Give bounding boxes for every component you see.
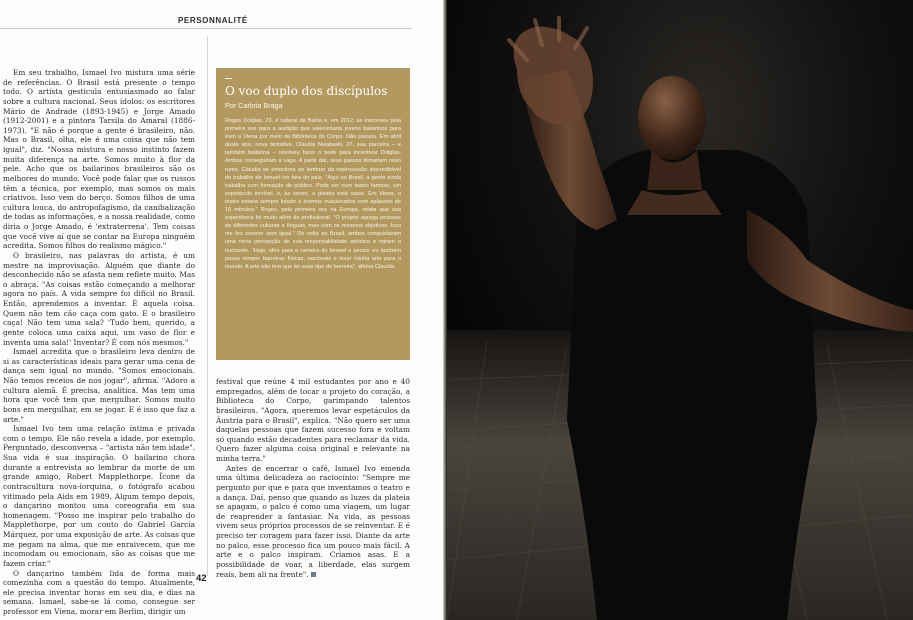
article-paragraph: Ismael Ivo tem uma relação íntima e privada com o tempo. Ele não revela a idade, por exemplo. Perguntado, desconversa – "artista não tem idade". Sua vida é sua inspiração. O bailarino chora durante a entrevista ao lembrar da morte de um grande amigo, Robert Mapplethorpe. Ícone da contracultura nova-iorquina, o fotógrafo acabou vitimado pela Aids em 1989. Algum tempo depois, o dançarino montou uma coreografia em sua homenagem. "Posso me inspirar pelo trabalho do Mapplethorpe, por um conto do Gabriel García Márquez, por uma exposição de arte. As coisas que me pegam na alma, que me enraivecem, que me incomodam ou emocionam, são as coisas que me fazem criar." bbox=[3, 424, 195, 568]
article-paragraph-text: Antes de encerrar o café, Ismael Ivo emenda uma última delicadeza ao raciocínio: "Sempre me pergunto por que e para que inventamos o teatro e a dança. Daí, penso que quando as luzes da plateia se apagam, o palco é como uma viagem, um lugar de reaprender a fantasiar. Na vida, as pessoas vivem seus próprios processos de se reinventar. E é preciso ter coragem para fazer isso. Diante da arte no palco, esse processo fica um pouco mais fácil. A arte e o palco inspiram. Criamos asas. E a possibilidade de voar, a liberdade, elas surgem reais, bem ali na frente". bbox=[216, 463, 410, 579]
article-paragraph: festival que reúne 4 mil estudantes por ano e 40 empregados, além de tocar o projeto do coração, a Biblioteca do Corpo, garimpando talentos brasileiros. "Agora, queremos levar espetáculos da Áustria para o Brasil", explica. "Não quero ser uma daquelas pessoas que fazem sucesso fora e voltam só quando estão decadentes para reclamar da vida. Quero fazer alguma coisa original e relevante na minha terra." bbox=[216, 377, 410, 463]
section-header: PERSONNALITÉ bbox=[178, 16, 248, 25]
left-page bbox=[0, 0, 443, 620]
sidebar-author: Por Carlota Braga bbox=[225, 101, 283, 110]
dancer-head bbox=[638, 76, 706, 160]
sidebar-title: O voo duplo dos discípulos bbox=[225, 84, 388, 98]
article-paragraph: O dançarino também lida de forma mais comezinha com a questão do tempo. Atualmente, ele precisa inventar horas em seu dia, e dias na semana. Ismael, sabe-se lá como, consegue ser professor em Viena, morar em Berlim, dirigir um bbox=[3, 568, 195, 616]
main-article-column bbox=[3, 68, 195, 617]
dancer-photo-illustration bbox=[447, 0, 913, 620]
article-paragraph: Em seu trabalho, Ismael Ivo mistura uma série de referências. O Brasil está presente o tempo todo. O artista gesticula entusiasmado ao falar sobre a cultura nacional. Seus ídolos: os escritores Mário de Andrade (1893-1945) e Jorge Amado (1912-2001) e a pintora Tarsila do Amaral (1886-1973). "E não é porque a gente é brasileiro, não. Mas o Brasil, olha, ele é uma coisa que não tem igual", diz. "Nossa mistura e nosso instinto fazem muita diferença na arte. Somos muito à flor da pele. Acho que os bailarinos brasileiros são os melhores do mundo. Você pode falar que os russos têm a técnica, por exemplo, mas somos os mais criativos. Isso vem do berço. Somos filhos de uma cultura louca, do antropofagismo, da canibalização de todas as informações, e a nossa realidade, como diria o Jorge Amado, é 'extraterrena'. Tem coisas que você vive aí que se contar na Europa ninguém acredita. Somos filhos do realismo mágico." bbox=[3, 68, 195, 251]
page-number: 42 bbox=[196, 573, 207, 584]
sidebar-box bbox=[216, 68, 410, 360]
sidebar-text: Roges Dolglas, 23, é natural da Bahia e, em 2012, se inscreveu pela primeira vez para a audição que selecionaria jovens bailarinos para irem a Viena por meio da Biblioteca do Corpo. Não passou. Em abril deste ano, nova tentativa. Claudia Nwabasili, 27, sua parceira – e também bailarina – resolveu fazer o teste para incentivar Dolglas. Ambos conseguiram a vaga. A partir daí, seus passos tomariam novo rumo. Claudia se emociona ao lembrar da repercussão inacreditável do trabalho de Ismael Ivo fora do país. "Aqui no Brasil, a gente ainda trabalha com formação de público. Pode ser num teatro famoso, um espetáculo incrível, e, às vezes, a plateia está vazia. Em Viena, o teatro estava sempre lotado e éramos ovacionados com aplausos de 10 minutos." Roges, pela primeira vez na Europa, relata que sua experiência foi muito além do profissional. "O projeto agrega pessoas de diferentes culturas e línguas, mas com os mesmos objetivos. Isso me fez crescer sem igual." De volta ao Brasil, ambos conquistaram uma nova percepção de sua responsabilidade artística e miram o horizonte. "Hoje, olho para a carreira do Ismael e penso: eu também posso romper barreiras físicas, nacionais e levar minha arte para o mundo. A arte não tem que ter esse tipo de barreira", afirma Claudia. bbox=[225, 118, 401, 270]
column-divider bbox=[207, 36, 208, 576]
box-dash-ornament bbox=[225, 78, 232, 79]
second-article-column bbox=[216, 377, 410, 579]
header-rule bbox=[0, 28, 412, 29]
article-paragraph: Ismael acredita que o brasileiro leva dentro de si as características ideais para gerar uma cena de dança sem igual no mundo. "Somos emocionais. Não temos receios de nos jogar", afirma. "Adoro a cultura alemã. É precisa, analítica. Mas tem uma hora que você tem que mergulhar. Somos muito bons em mergulhar, em se jogar. E é isso que faz a arte." bbox=[3, 347, 195, 424]
end-mark-icon bbox=[311, 572, 316, 577]
dancer-photo bbox=[447, 0, 913, 620]
article-paragraph: O brasileiro, nas palavras do artista, é um mestre na improvisação. Alguém que diante do desconhecido não se afasta nem reflete muito. Mas o abraça. "As coisas estão começando a melhorar agora no país. A vida sempre foi difícil no Brasil. Então, aprendemos a inventar. É aquela coisa. Quem não tem cão caça com gato. E o brasileiro caça! Não tem uma sala? 'Tudo bem, querido, a gente coloca uma caixa aqui, um vaso de flor e inventa uma sala!' Inventar? É com nós mesmos." bbox=[3, 250, 195, 347]
article-paragraph bbox=[216, 464, 410, 580]
